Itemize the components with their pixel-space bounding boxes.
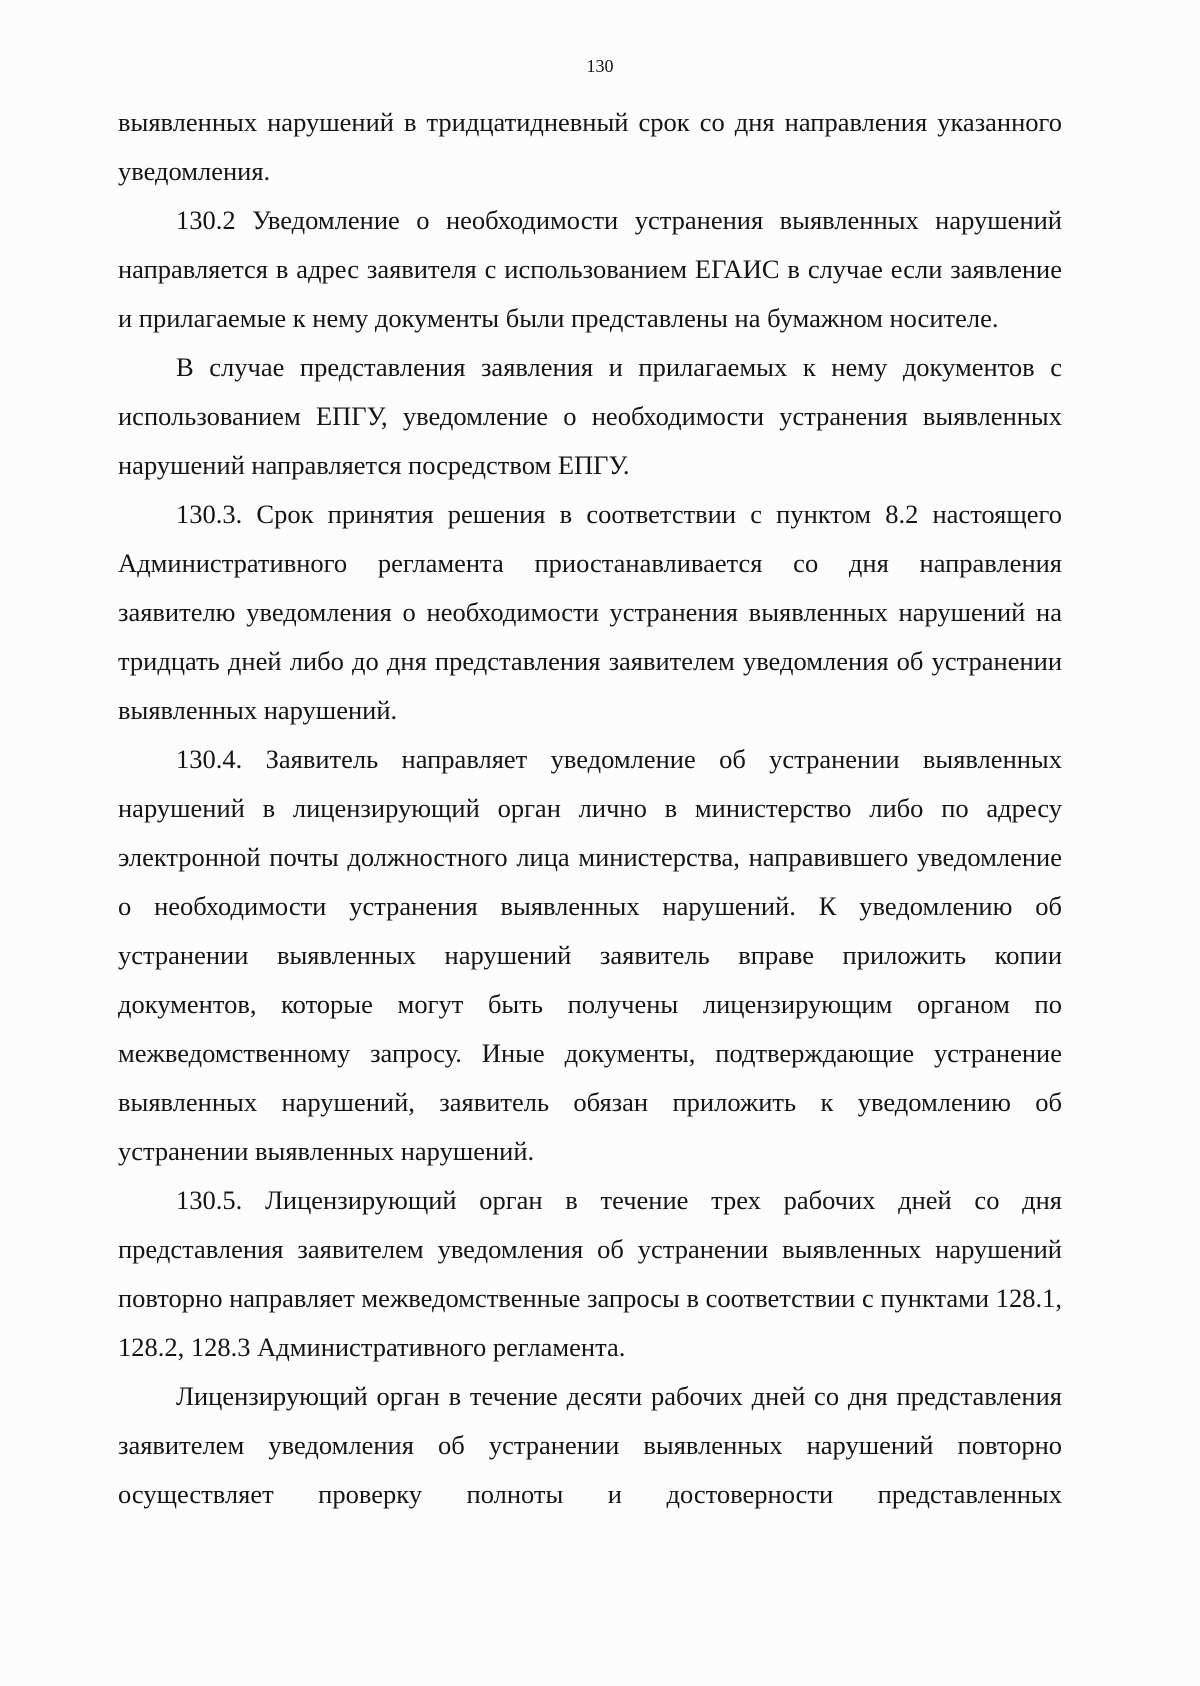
document-body	[118, 98, 1062, 1519]
paragraph-recheck: Лицензирующий орган в течение десяти рабочих дней со дня представления заявителем уведомления об устранении выявленных нарушений повторно осуществляет проверку полноты и достоверности представленных	[118, 1381, 1062, 1509]
paragraph-130-3: 130.3. Срок принятия решения в соответствии с пунктом 8.2 настоящего Административного регламента приостанавливается со дня направления заявителю уведомления о необходимости устранения выявленных нарушений на тридцать дней либо до дня представления заявителем уведомления об устранении выявленных нарушений.	[118, 499, 1062, 725]
paragraph-continuation: выявленных нарушений в тридцатидневный срок со дня направления указанного уведомления.	[118, 107, 1062, 186]
paragraph-130-4: 130.4. Заявитель направляет уведомление об устранении выявленных нарушений в лицензирующий орган лично в министерство либо по адресу электронной почты должностного лица министерства, направившего уведомление о необходимости устранения выявленных нарушений. К уведомлению об устранении выявленных нарушений заявитель вправе приложить копии документов, которые могут быть получены лицензирующим органом по межведомственному запросу. Иные документы, подтверждающие устранение выявленных нарушений, заявитель обязан приложить к уведомлению об устранении выявленных нарушений.	[118, 744, 1062, 1166]
paragraph-epgu-case: В случае представления заявления и прилагаемых к нему документов с использованием ЕПГУ, уведомление о необходимости устранения выявленных нарушений направляется посредством ЕПГУ.	[118, 352, 1062, 480]
page-number: 130	[586, 56, 614, 76]
paragraph-130-5: 130.5. Лицензирующий орган в течение трех рабочих дней со дня представления заявителем уведомления об устранении выявленных нарушений повторно направляет межведомственные запросы в соответствии с пунктами 128.1, 128.2, 128.3 Административного регламента.	[118, 1185, 1062, 1362]
paragraph-130-2: 130.2 Уведомление о необходимости устранения выявленных нарушений направляется в адрес заявителя с использованием ЕГАИС в случае если заявление и прилагаемые к нему документы были представлены на бумажном носителе.	[118, 205, 1062, 333]
